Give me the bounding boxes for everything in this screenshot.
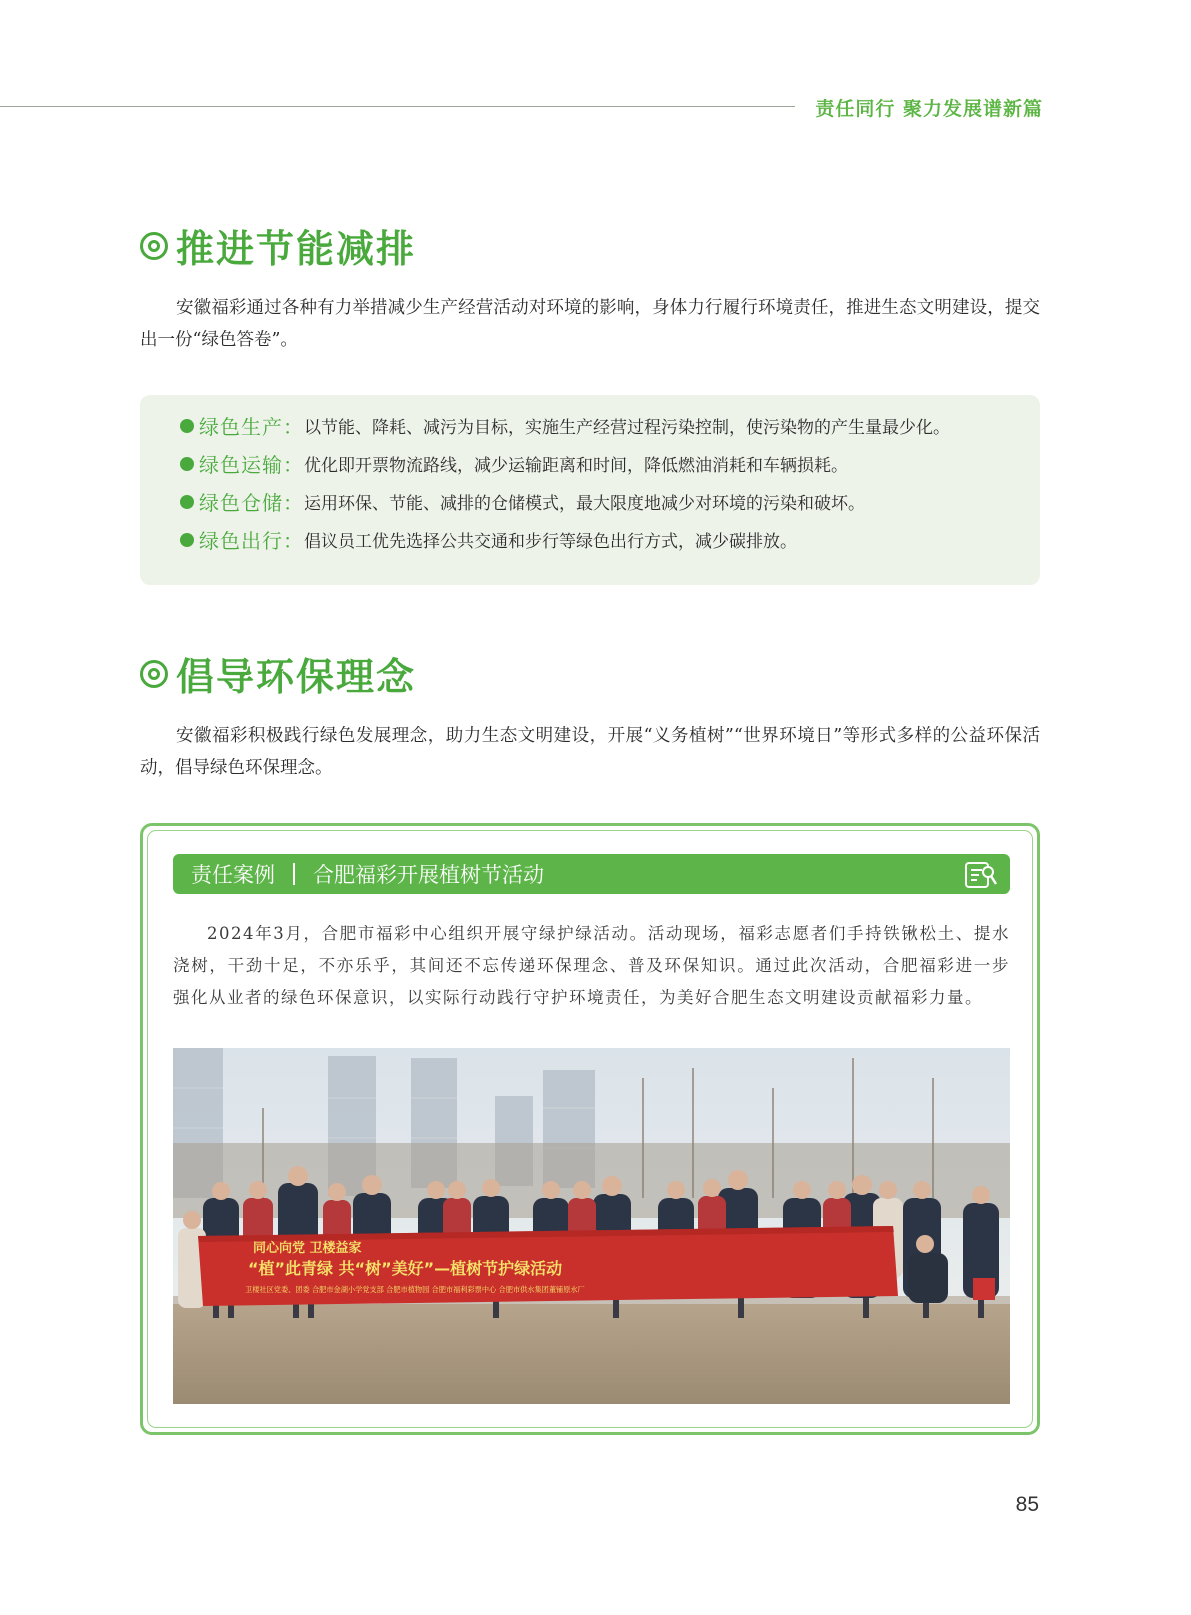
section-heading-energy: [140, 218, 416, 273]
item-text: 倡议员工优先选择公共交通和步行等绿色出行方式，减少碳排放。: [304, 532, 797, 552]
running-header: 责任同行 聚力发展谱新篇: [815, 98, 1043, 120]
hand-pointer-icon: [964, 860, 998, 890]
bullet-dot-icon: [180, 419, 194, 433]
green-practices-box: [140, 395, 1040, 585]
double-circle-icon: [140, 660, 168, 688]
case-description: 2024年3月，合肥市福彩中心组织开展守绿护绿活动。活动现场，福彩志愿者们手持铁锹松土、提水浇树，干劲十足，不亦乐乎，其间还不忘传递环保理念、普及环保知识。通过此次活动，合肥福彩进一步强化从业者的绿色环保意识，以实际行动践行守护环境责任，为美好合肥生态文明建设贡献福彩力量。: [173, 924, 1010, 1007]
tree-planting-photo: [173, 1048, 1010, 1404]
list-item: [180, 525, 797, 554]
case-tag: 责任案例: [191, 863, 275, 887]
case-title-bar: [173, 854, 1010, 894]
bullet-dot-icon: [180, 495, 194, 509]
bullet-dot-icon: [180, 457, 194, 471]
item-label: 绿色运输：: [199, 453, 304, 477]
section-paragraph: 安徽福彩积极践行绿色发展理念，助力生态文明建设，开展“义务植树”“世界环境日”等形式多样的公益环保活动，倡导绿色环保理念。: [140, 726, 1040, 778]
list-item: [180, 449, 848, 478]
list-item: [180, 411, 950, 440]
item-text: 以节能、降耗、减污为目标，实施生产经营过程污染控制，使污染物的产生量最少化。: [304, 418, 950, 438]
item-label: 绿色出行：: [199, 529, 304, 553]
divider: [293, 863, 295, 885]
item-text: 运用环保、节能、减排的仓储模式，最大限度地减少对环境的污染和破坏。: [304, 494, 865, 514]
item-text: 优化即开票物流路线，减少运输距离和时间，降低燃油消耗和车辆损耗。: [304, 456, 848, 476]
item-label: 绿色仓储：: [199, 491, 304, 515]
section-heading-text: 倡导环保理念: [176, 655, 417, 699]
list-item: [180, 487, 865, 516]
case-title: 合肥福彩开展植树节活动: [313, 863, 544, 887]
header-rule: [0, 106, 795, 107]
bullet-dot-icon: [180, 533, 194, 547]
banner-line-2: “植”此青绿 共“树”美好”—植树节护绿活动: [248, 1259, 563, 1278]
banner-line-3: 卫楼社区党委、团委 合肥市金湖小学党支部 合肥市植物园 合肥市福利彩票中心 合肥市供水集团董铺原水厂: [245, 1285, 585, 1294]
item-label: 绿色生产：: [199, 415, 304, 439]
page-number: 85: [1015, 1493, 1039, 1516]
double-circle-icon: [140, 232, 168, 260]
banner-line-1: 同心向党 卫楼益家: [253, 1241, 362, 1256]
section-heading-text: 推进节能减排: [176, 227, 417, 271]
case-study-box: [140, 823, 1040, 1435]
section-paragraph: 安徽福彩通过各种有力举措减少生产经营活动对环境的影响，身体力行履行环境责任，推进生态文明建设，提交出一份“绿色答卷”。: [140, 298, 1040, 350]
section-heading-eco: [140, 646, 416, 701]
